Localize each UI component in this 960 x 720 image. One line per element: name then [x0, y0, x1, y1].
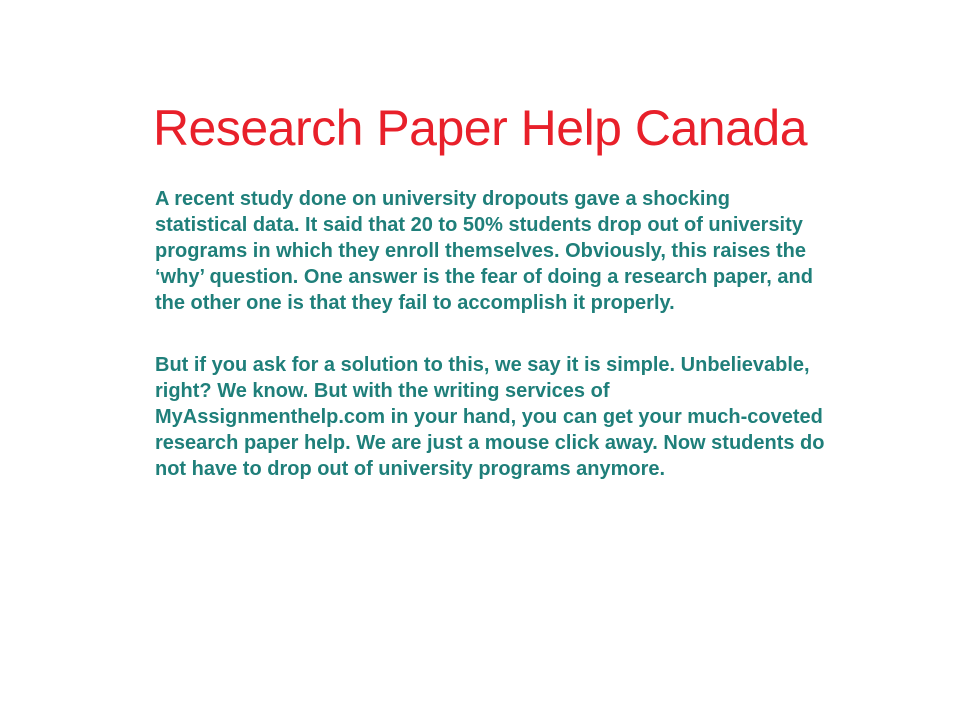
slide-title: Research Paper Help Canada	[152, 100, 808, 156]
body-paragraph-2: But if you ask for a solution to this, we say it is simple. Unbelievable, right? We know. But with the writing services of MyAssignmenthelp.com in your hand, you can get your much-coveted research paper help. We are just a mouse click away. Now students do not have to drop out of university programs anymore.	[155, 354, 825, 480]
body-paragraph-1: A recent study done on university dropouts gave a shocking statistical data. It said that 20 to 50% students drop out of university programs in which they enroll themselves. Obviously, this raises the ‘why’ question. One answer is the fear of doing a research paper, and the other one is that they fail to accomplish it properly.	[155, 188, 813, 314]
slide-body	[155, 186, 825, 482]
